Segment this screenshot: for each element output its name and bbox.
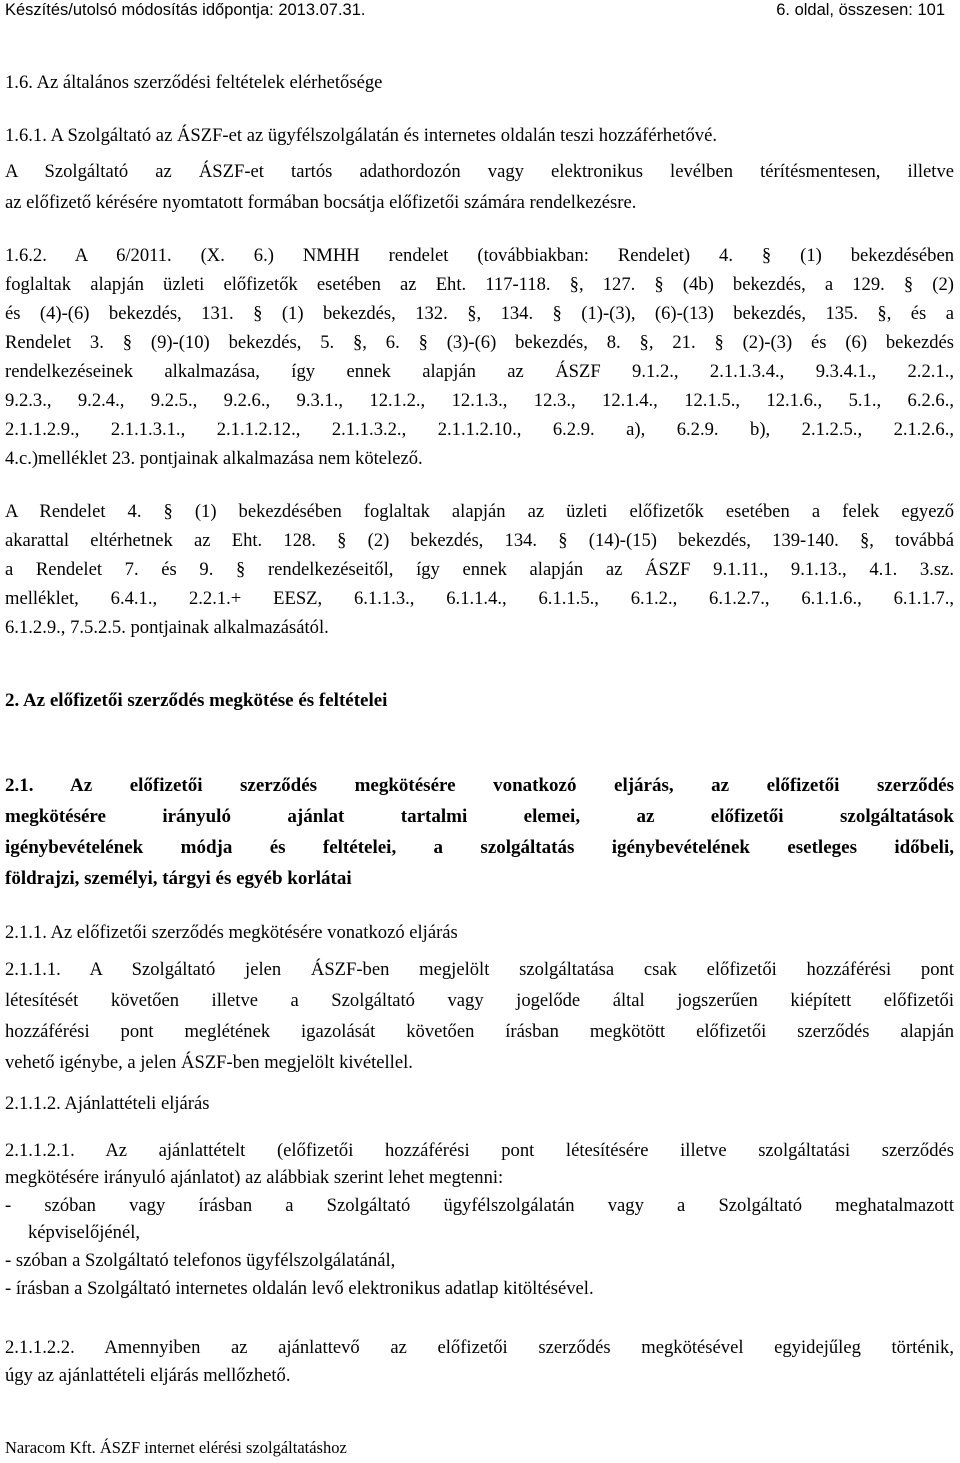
paragraph-line: rendelkezéseinek alkalmazása, így ennek alapján az ÁSZF 9.1.2., 2.1.1.3.4., 9.3.4.1., 2.2.1., <box>5 361 954 382</box>
paragraph-line: 2.1.1.2.9., 2.1.1.3.1., 2.1.1.2.12., 2.1.1.3.2., 2.1.1.2.10., 6.2.9. a), 6.2.9. b), 2.1.2.5., 2.1.2.6., <box>5 419 954 440</box>
paragraph-line: 9.2.3., 9.2.4., 9.2.5., 9.2.6., 9.3.1., 12.1.2., 12.1.3., 12.3., 12.1.4., 12.1.5., 12.1.6., 5.1., 6.2.6., <box>5 390 954 411</box>
subsection-2-1-line: igénybevételének módja és feltételei, a szolgáltatás igénybevételének esetleges időbeli, <box>5 837 954 858</box>
list-item: - szóban vagy írásban a Szolgáltató ügyfélszolgálatán vagy a Szolgáltató meghatalmazott <box>5 1195 954 1216</box>
paragraph-line: Rendelet 3. § (9)-(10) bekezdés, 5. §, 6. § (3)-(6) bekezdés, 8. §, 21. § (2)-(3) és (6) bekezdés <box>5 332 954 353</box>
subsection-2-1-1-title: 2.1.1. Az előfizetői szerződés megkötésére vonatkozó eljárás <box>5 922 458 943</box>
paragraph-line: foglaltak alapján üzleti előfizetők esetében az Eht. 117-118. §, 127. § (4b) bekezdés, a 129. § (2) <box>5 274 954 295</box>
section-heading: 2. Az előfizetői szerződés megkötése és feltételei <box>5 690 388 711</box>
paragraph-1-6-1: 1.6.1. A Szolgáltató az ÁSZF-et az ügyfélszolgálatán és internetes oldalán teszi hozzáférhetővé. <box>5 125 717 146</box>
paragraph-line: melléklet, 6.4.1., 2.2.1.+ EESZ, 6.1.1.3., 6.1.1.4., 6.1.1.5., 6.1.2., 6.1.2.7., 6.1.1.6., 6.1.1.7., <box>5 588 954 609</box>
list-item-continuation: képviselőjénél, <box>28 1222 141 1243</box>
section-heading: 1.6. Az általános szerződési feltételek elérhetősége <box>5 72 383 93</box>
subsection-2-1-line: földrajzi, személyi, tárgyi és egyéb korlátai <box>5 868 352 889</box>
page-header <box>5 1 945 25</box>
paragraph-line: 2.1.1.1. A Szolgáltató jelen ÁSZF-ben megjelölt szolgáltatása csak előfizetői hozzáférési pont <box>5 959 954 980</box>
paragraph-line: akarattal eltérhetnek az Eht. 128. § (2) bekezdés, 134. § (14)-(15) bekezdés, 139-140. §, továbbá <box>5 530 954 551</box>
header-page-count: 6. oldal, összesen: 101 <box>776 1 945 19</box>
paragraph-line: 1.6.2. A 6/2011. (X. 6.) NMHH rendelet (továbbiakban: Rendelet) 4. § (1) bekezdésében <box>5 245 954 266</box>
paragraph-line: 4.c.)melléklet 23. pontjainak alkalmazása nem kötelező. <box>5 448 423 469</box>
subsection-2-1-line: megkötésére irányuló ajánlat tartalmi elemei, az előfizetői szolgáltatások <box>5 806 954 827</box>
paragraph-line: az előfizető kérésére nyomtatott formában bocsátja előfizetői számára rendelkezésre. <box>5 192 637 213</box>
paragraph-line: megkötésére irányuló ajánlatot) az alábbiak szerint lehet megtenni: <box>5 1167 504 1188</box>
paragraph-line: úgy az ajánlattételi eljárás mellőzhető. <box>5 1365 291 1386</box>
subsection-2-1-1-2-title: 2.1.1.2. Ajánlattételi eljárás <box>5 1093 210 1114</box>
subsection-2-1-line: 2.1. Az előfizetői szerződés megkötésére vonatkozó eljárás, az előfizetői szerződés <box>5 775 954 796</box>
header-date: Készítés/utolsó módosítás időpontja: 2013.07.31. <box>5 1 366 19</box>
paragraph-line: létesítését követően illetve a Szolgáltató vagy jogelőde által jogszerűen kiépített előfizetői <box>5 990 954 1011</box>
paragraph-line: hozzáférési pont meglétének igazolását követően írásban megkötött előfizetői szerződés alapján <box>5 1021 954 1042</box>
paragraph-line: 2.1.1.2.1. Az ajánlattételt (előfizetői hozzáférési pont létesítésére illetve szolgáltatási szerződés <box>5 1140 954 1161</box>
paragraph-line: vehető igénybe, a jelen ÁSZF-ben megjelölt kivétellel. <box>5 1052 413 1073</box>
paragraph-line: 6.1.2.9., 7.5.2.5. pontjainak alkalmazásától. <box>5 617 329 638</box>
list-item: - szóban a Szolgáltató telefonos ügyfélszolgálatánál, <box>5 1250 396 1271</box>
paragraph-line: 2.1.1.2.2. Amennyiben az ajánlattevő az előfizetői szerződés megkötésével egyidejűleg történik, <box>5 1337 954 1358</box>
paragraph-line: és (4)-(6) bekezdés, 131. § (1) bekezdés, 132. §, 134. § (1)-(3), (6)-(13) bekezdés, 135. §, és a <box>5 303 954 324</box>
page-footer: Naracom Kft. ÁSZF internet elérési szolgáltatáshoz <box>5 1438 347 1457</box>
paragraph-line: a Rendelet 7. és 9. § rendelkezéseitől, így ennek alapján az ÁSZF 9.1.11., 9.1.13., 4.1. 3.sz. <box>5 559 954 580</box>
list-item: - írásban a Szolgáltató internetes oldalán levő elektronikus adatlap kitöltésével. <box>5 1278 594 1299</box>
paragraph-line: A Rendelet 4. § (1) bekezdésében foglaltak alapján az üzleti előfizetők esetében a felek egyező <box>5 501 954 522</box>
paragraph-line: A Szolgáltató az ÁSZF-et tartós adathordozón vagy elektronikus levélben térítésmentesen, illetve <box>5 161 954 182</box>
